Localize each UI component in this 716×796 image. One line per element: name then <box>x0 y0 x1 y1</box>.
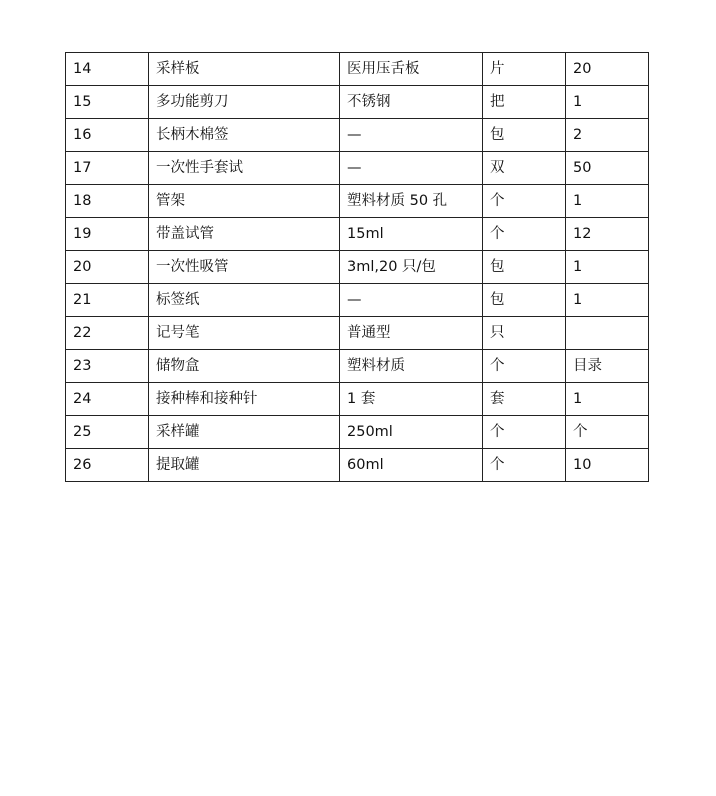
item-quantity-cell: 1 <box>566 284 649 317</box>
item-quantity-cell: 个 <box>566 416 649 449</box>
row-number-cell: 21 <box>66 284 149 317</box>
row-number-cell: 24 <box>66 383 149 416</box>
row-number-cell: 16 <box>66 119 149 152</box>
row-number-cell: 20 <box>66 251 149 284</box>
item-name-cell: 多功能剪刀 <box>149 86 340 119</box>
item-spec-cell: 3ml,20 只/包 <box>340 251 483 284</box>
item-unit-cell: 包 <box>483 284 566 317</box>
item-name-cell: 一次性手套试 <box>149 152 340 185</box>
table-row <box>66 119 649 152</box>
item-unit-cell: 把 <box>483 86 566 119</box>
table-row <box>66 86 649 119</box>
item-unit-cell: 包 <box>483 251 566 284</box>
table-row <box>66 416 649 449</box>
item-name-cell: 长柄木棉签 <box>149 119 340 152</box>
item-quantity-cell: 1 <box>566 383 649 416</box>
item-name-cell: 采样板 <box>149 53 340 86</box>
row-number-cell: 23 <box>66 350 149 383</box>
row-number-cell: 22 <box>66 317 149 350</box>
row-number-cell: 26 <box>66 449 149 482</box>
table-row <box>66 251 649 284</box>
row-number-cell: 19 <box>66 218 149 251</box>
item-quantity-cell: 12 <box>566 218 649 251</box>
row-number-cell: 17 <box>66 152 149 185</box>
item-unit-cell: 个 <box>483 449 566 482</box>
item-spec-cell: 普通型 <box>340 317 483 350</box>
item-quantity-cell: 1 <box>566 185 649 218</box>
item-spec-cell: 塑料材质 50 孔 <box>340 185 483 218</box>
table-row <box>66 383 649 416</box>
item-unit-cell: 个 <box>483 218 566 251</box>
table-row <box>66 284 649 317</box>
item-unit-cell: 只 <box>483 317 566 350</box>
item-spec-cell: 250ml <box>340 416 483 449</box>
item-quantity-cell: 50 <box>566 152 649 185</box>
table-row <box>66 152 649 185</box>
item-unit-cell: 双 <box>483 152 566 185</box>
item-name-cell: 一次性吸管 <box>149 251 340 284</box>
item-name-cell: 采样罐 <box>149 416 340 449</box>
item-quantity-cell: 10 <box>566 449 649 482</box>
item-spec-cell: 60ml <box>340 449 483 482</box>
item-spec-cell: 1 套 <box>340 383 483 416</box>
row-number-cell: 15 <box>66 86 149 119</box>
item-spec-cell: — <box>340 152 483 185</box>
item-spec-cell: 医用压舌板 <box>340 53 483 86</box>
item-quantity-cell: 1 <box>566 86 649 119</box>
item-spec-cell: 塑料材质 <box>340 350 483 383</box>
item-quantity-cell: 2 <box>566 119 649 152</box>
item-unit-cell: 片 <box>483 53 566 86</box>
table-row <box>66 53 649 86</box>
table-row <box>66 218 649 251</box>
equipment-table <box>65 52 649 482</box>
item-quantity-cell <box>566 317 649 350</box>
item-spec-cell: — <box>340 284 483 317</box>
row-number-cell: 25 <box>66 416 149 449</box>
item-name-cell: 标签纸 <box>149 284 340 317</box>
item-quantity-cell: 1 <box>566 251 649 284</box>
item-name-cell: 记号笔 <box>149 317 340 350</box>
item-spec-cell: 15ml <box>340 218 483 251</box>
item-unit-cell: 个 <box>483 185 566 218</box>
item-unit-cell: 个 <box>483 416 566 449</box>
item-spec-cell: — <box>340 119 483 152</box>
item-quantity-cell: 20 <box>566 53 649 86</box>
table-row <box>66 317 649 350</box>
item-name-cell: 接种棒和接种针 <box>149 383 340 416</box>
item-name-cell: 带盖试管 <box>149 218 340 251</box>
row-number-cell: 18 <box>66 185 149 218</box>
item-quantity-cell: 目录 <box>566 350 649 383</box>
item-name-cell: 储物盒 <box>149 350 340 383</box>
table-row <box>66 185 649 218</box>
item-name-cell: 提取罐 <box>149 449 340 482</box>
table-row <box>66 449 649 482</box>
item-unit-cell: 包 <box>483 119 566 152</box>
item-unit-cell: 个 <box>483 350 566 383</box>
table-row <box>66 350 649 383</box>
row-number-cell: 14 <box>66 53 149 86</box>
item-name-cell: 管架 <box>149 185 340 218</box>
item-unit-cell: 套 <box>483 383 566 416</box>
item-spec-cell: 不锈钢 <box>340 86 483 119</box>
